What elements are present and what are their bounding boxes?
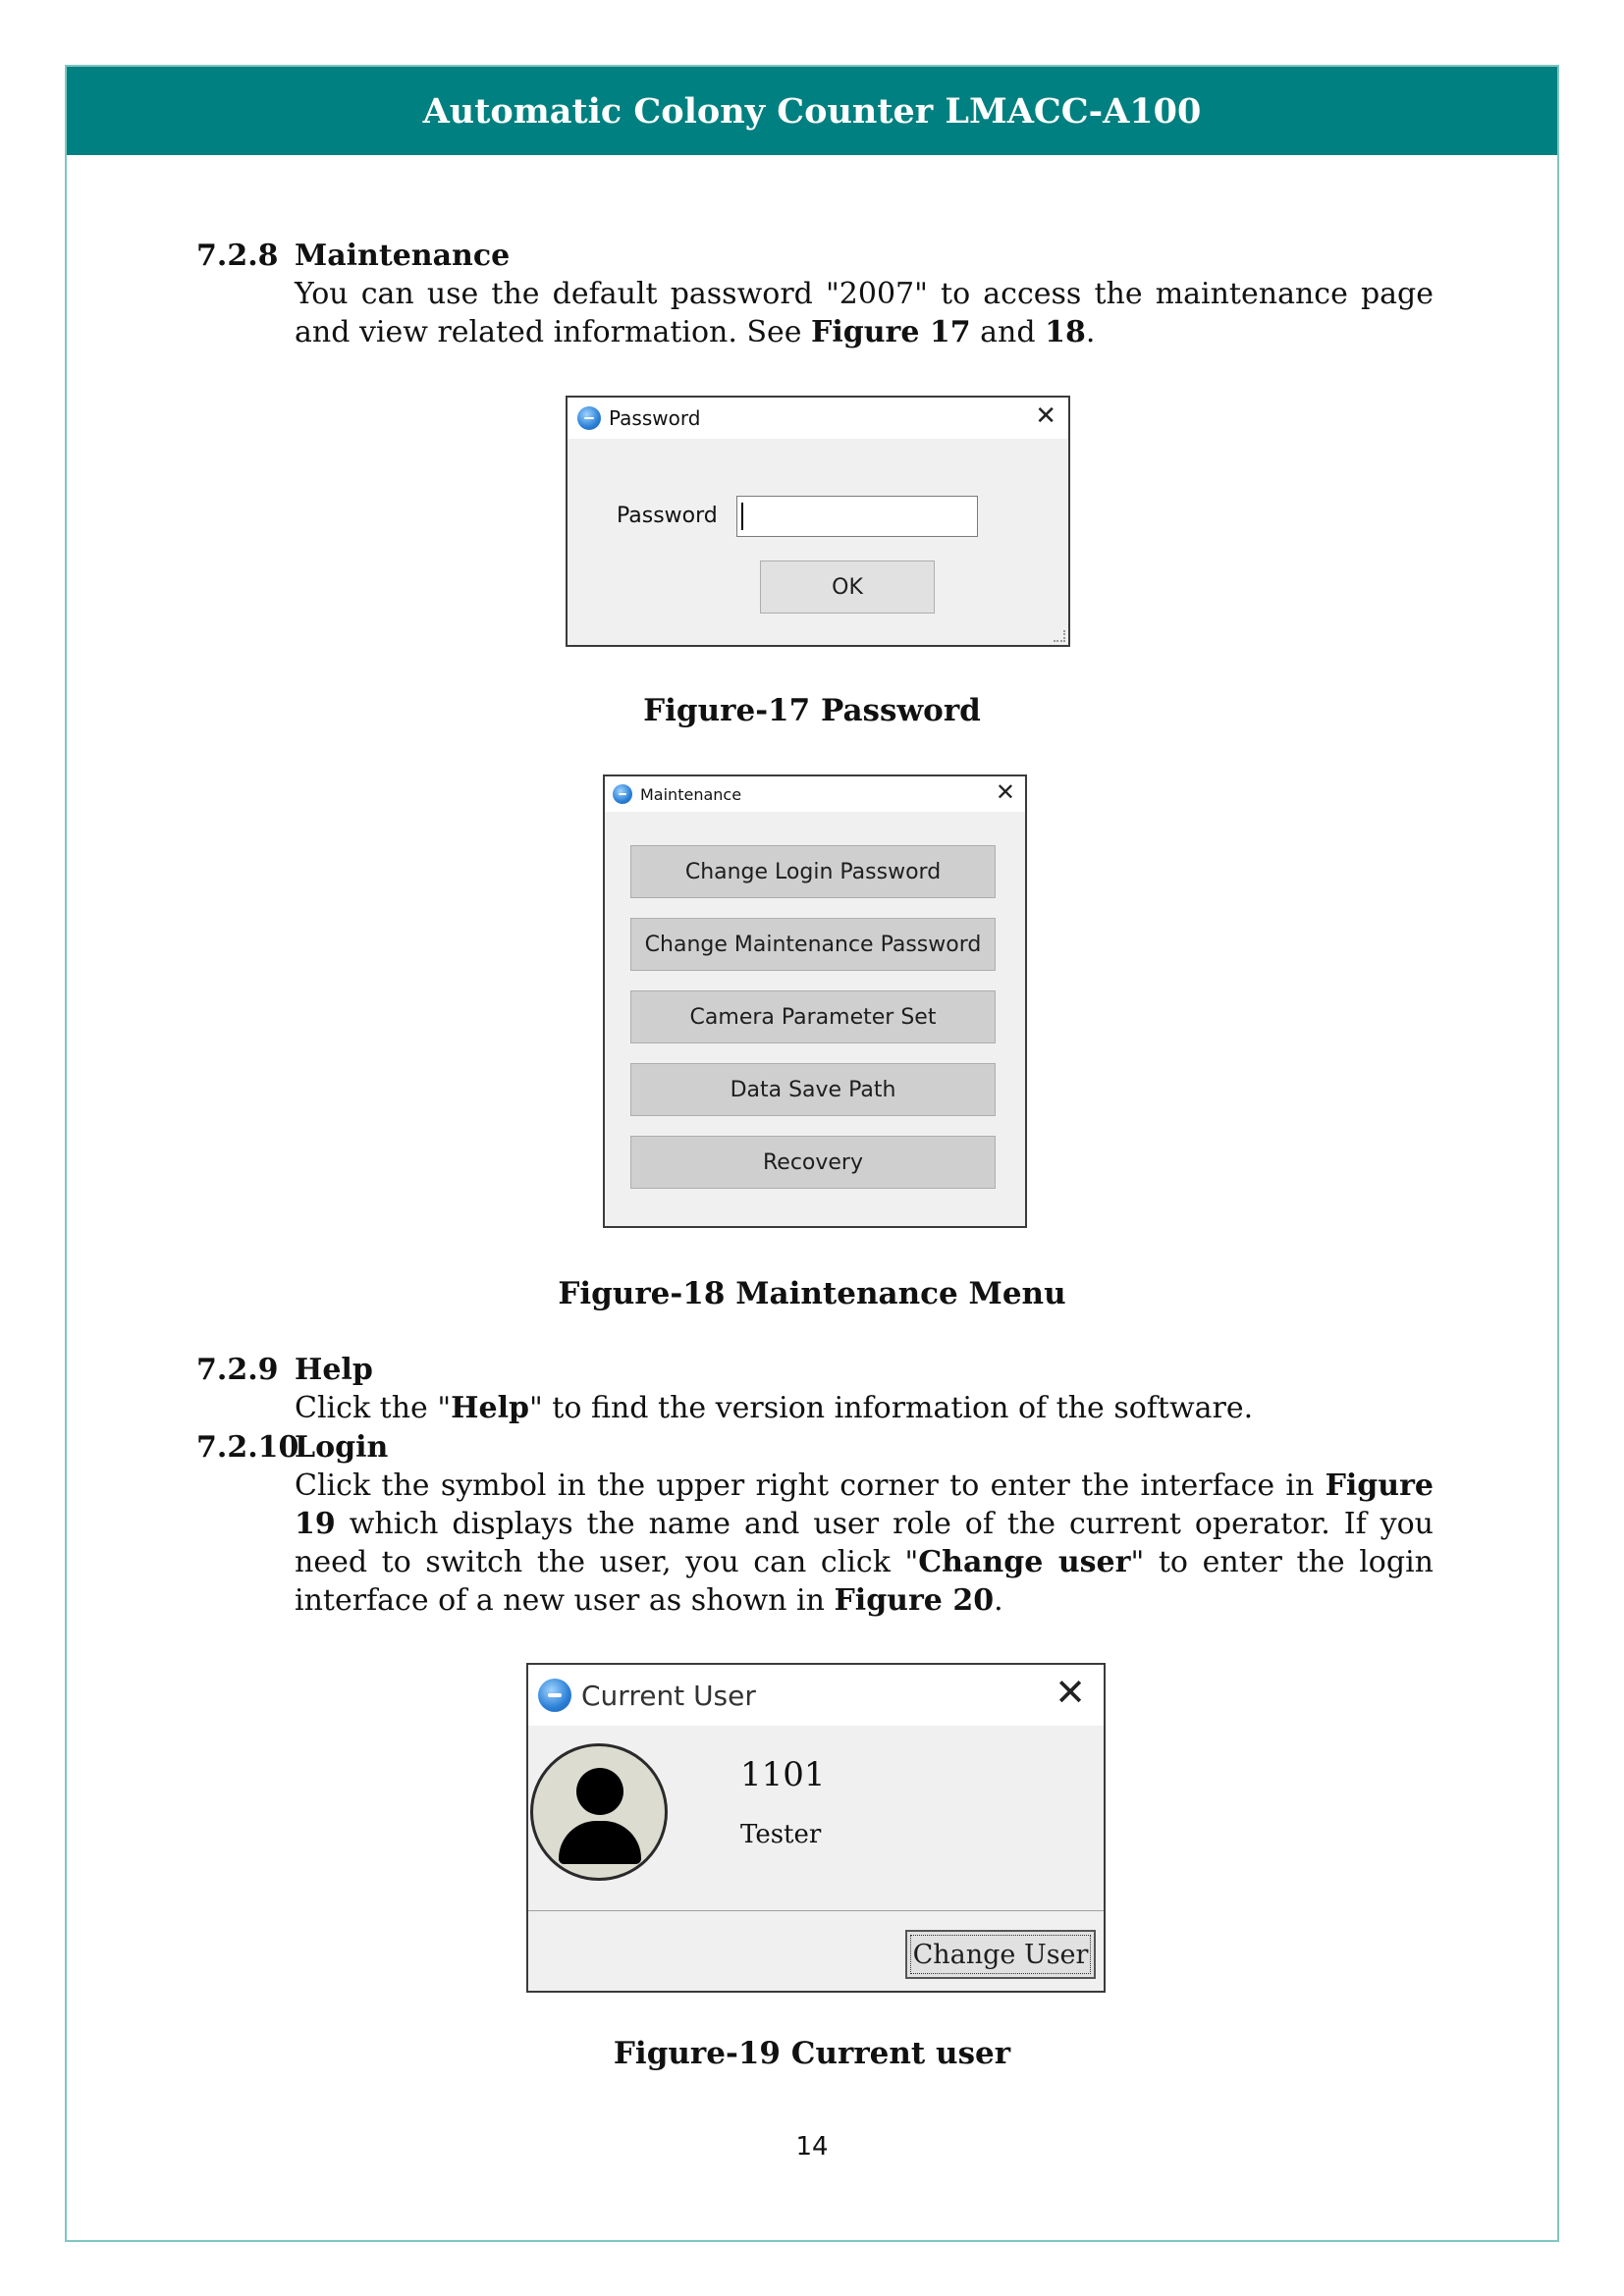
data-save-path-button[interactable] xyxy=(630,1063,996,1116)
dialog-titlebar xyxy=(605,776,1025,812)
close-icon[interactable]: ✕ xyxy=(1035,401,1056,431)
section-help xyxy=(196,1351,1434,1427)
recovery-button[interactable] xyxy=(630,1136,996,1189)
user-silhouette-icon xyxy=(576,1768,623,1815)
ok-button-label: OK xyxy=(832,574,863,600)
ui-term: Change user xyxy=(918,1545,1131,1579)
user-name: 1101 xyxy=(740,1755,826,1794)
section-title: Maintenance xyxy=(295,239,511,273)
section-number: 7.2.10 xyxy=(196,1430,299,1465)
user-silhouette-body xyxy=(559,1821,641,1864)
ok-button[interactable] xyxy=(760,561,935,614)
user-info-panel xyxy=(528,1726,1104,1910)
figure-ref: Figure 17 xyxy=(811,315,971,349)
password-label: Password xyxy=(617,504,718,528)
body-text: Click the " xyxy=(295,1391,452,1425)
figure-ref: 18 xyxy=(1045,315,1086,349)
dialog-titlebar xyxy=(568,398,1068,439)
body-text: and xyxy=(970,315,1046,349)
close-icon[interactable]: ✕ xyxy=(995,778,1015,806)
button-label: Change Login Password xyxy=(684,859,942,884)
change-login-password-button[interactable] xyxy=(630,845,996,898)
section-body xyxy=(295,275,1434,351)
ui-term: Help xyxy=(451,1391,529,1425)
section-title: Help xyxy=(295,1353,373,1387)
body-text: Click the symbol in the upper right corner to enter the interface in xyxy=(295,1468,1326,1503)
close-icon[interactable]: ✕ xyxy=(1055,1671,1086,1714)
figure-19-caption: Figure-19 Current user xyxy=(613,2036,1011,2071)
app-icon xyxy=(538,1679,571,1712)
section-heading xyxy=(196,237,1434,275)
section-body xyxy=(295,1389,1434,1427)
password-dialog xyxy=(566,396,1070,647)
password-input[interactable] xyxy=(736,496,978,537)
dialog-titlebar xyxy=(528,1665,1104,1726)
button-label: Camera Parameter Set xyxy=(689,1004,937,1030)
resize-grip-icon[interactable] xyxy=(1054,630,1065,642)
body-text: You can use the default password "2007" to access the maintenance page and view related information. See xyxy=(295,277,1434,349)
button-label: Change Maintenance Password xyxy=(644,932,982,957)
section-heading xyxy=(196,1351,1434,1389)
current-user-dialog xyxy=(526,1663,1106,1993)
change-user-label: Change User xyxy=(912,1939,1089,1970)
figure-ref: Figure 20 xyxy=(834,1583,995,1618)
text-caret xyxy=(741,503,743,530)
page-number: 14 xyxy=(795,2132,829,2162)
body-text: . xyxy=(994,1583,1003,1618)
body-text: " to find the version information of the software. xyxy=(528,1391,1254,1425)
change-maintenance-password-button[interactable] xyxy=(630,918,996,971)
section-heading xyxy=(196,1428,1434,1467)
change-user-button[interactable] xyxy=(905,1930,1096,1979)
body-text: . xyxy=(1085,315,1096,349)
avatar xyxy=(530,1743,668,1881)
dialog-title: Password xyxy=(609,406,701,430)
document-header xyxy=(67,67,1557,155)
figure-ref: Figure 19 xyxy=(295,1468,1434,1541)
section-body xyxy=(295,1467,1434,1620)
body-text: " to enter the login interface of a new user as shown in xyxy=(295,1545,1434,1618)
section-number: 7.2.9 xyxy=(196,1353,279,1387)
camera-parameter-set-button[interactable] xyxy=(630,990,996,1043)
figure-18-caption: Figure-18 Maintenance Menu xyxy=(558,1276,1066,1311)
app-icon xyxy=(577,406,601,430)
figure-17-caption: Figure-17 Password xyxy=(643,693,981,728)
app-icon xyxy=(613,784,632,804)
dialog-title: Current User xyxy=(581,1679,756,1712)
button-label: Data Save Path xyxy=(730,1077,896,1102)
button-label: Recovery xyxy=(762,1149,863,1175)
body-text: which displays the name and user role of the current operator. If you need to switch the user, you can click " xyxy=(295,1507,1434,1579)
section-number: 7.2.8 xyxy=(196,239,279,273)
document-title: Automatic Colony Counter LMACC-A100 xyxy=(422,90,1202,132)
user-role: Tester xyxy=(740,1820,822,1849)
maintenance-dialog xyxy=(603,774,1027,1228)
divider xyxy=(528,1910,1104,1911)
section-title: Login xyxy=(295,1430,389,1465)
section-maintenance xyxy=(196,237,1434,351)
section-login xyxy=(196,1428,1434,1620)
dialog-title: Maintenance xyxy=(640,784,742,804)
